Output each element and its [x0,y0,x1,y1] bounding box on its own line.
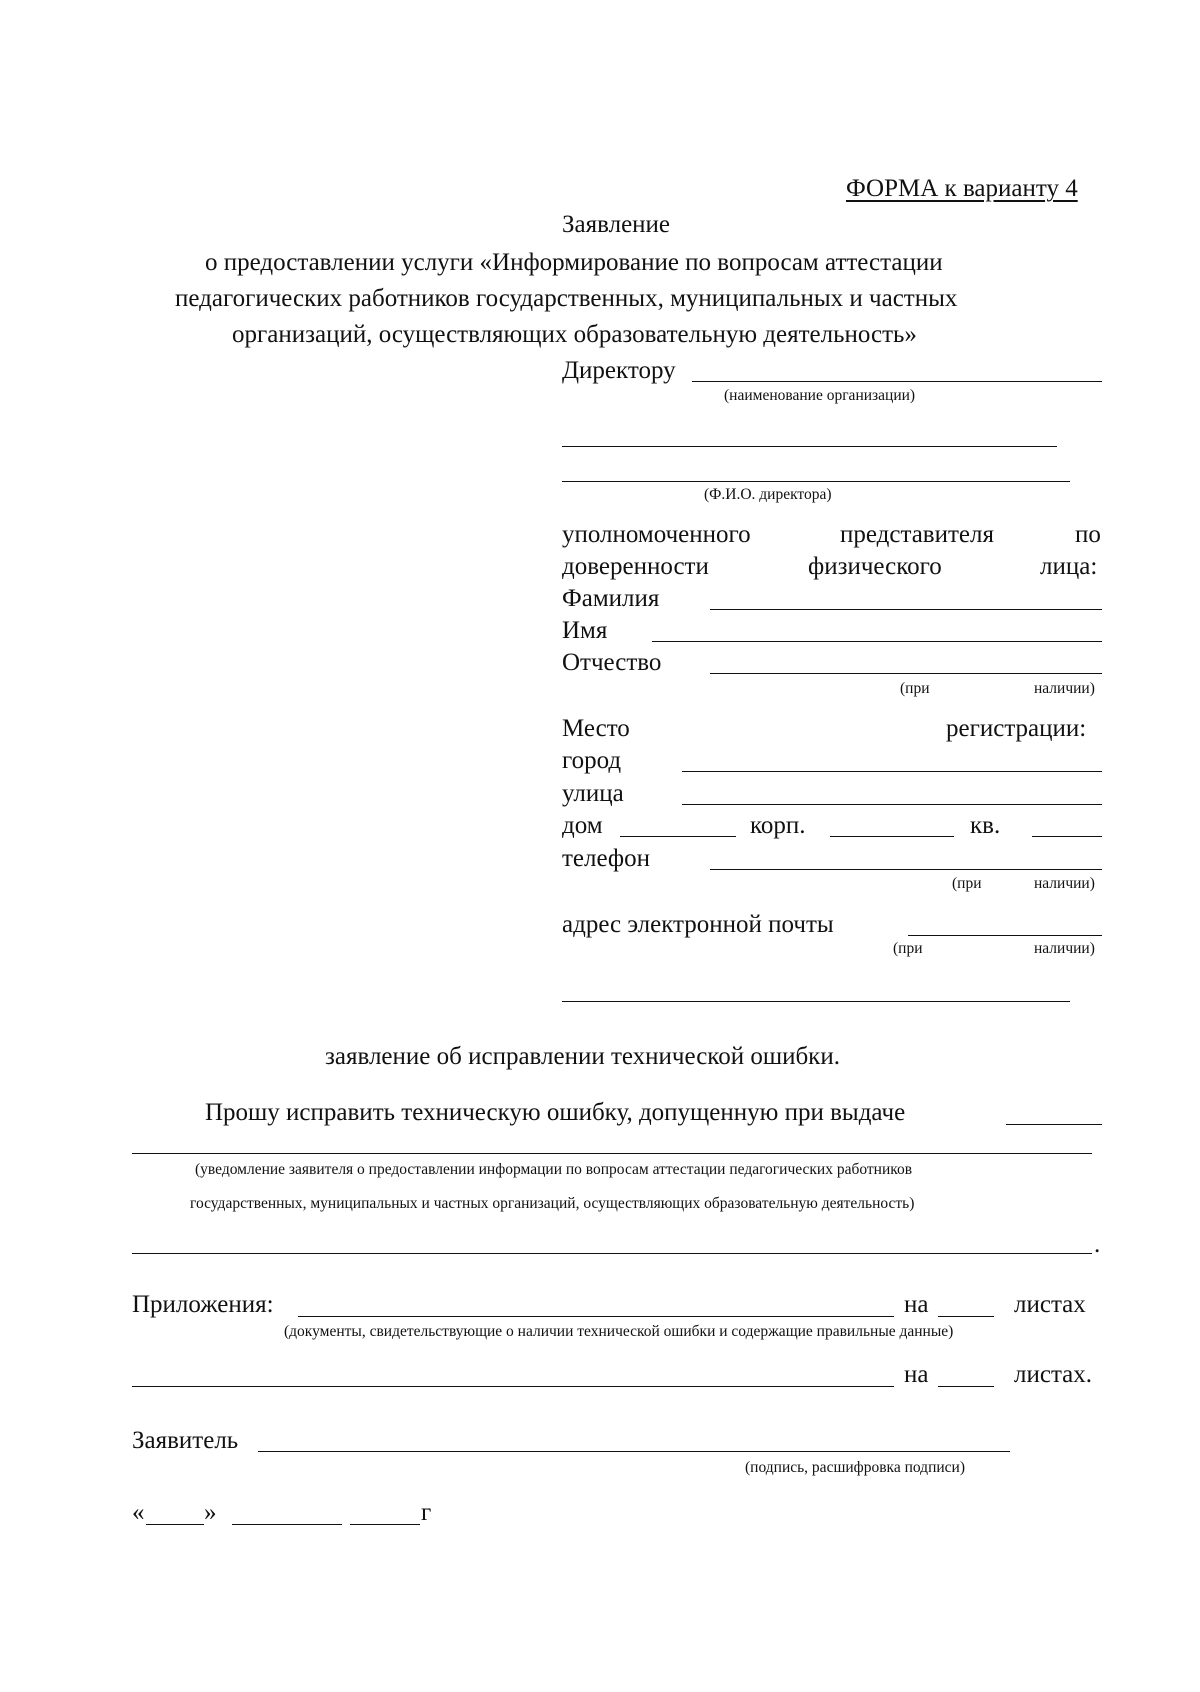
house-label: дом [562,812,603,839]
registration-word-2: регистрации: [946,715,1087,742]
title-line-1: о предоставлении услуги «Информирование по вопросам аттестации [205,249,943,276]
org-name-field[interactable] [692,381,1102,382]
surname-label: Фамилия [562,585,660,612]
email-hint-1: (при [893,940,923,957]
patronymic-field[interactable] [710,673,1102,674]
rep-word-2: представителя [840,521,994,548]
date-year-suffix: г [421,1499,432,1526]
date-year-field[interactable] [350,1524,420,1525]
application-subject: заявление об исправлении технической ошибки. [325,1043,840,1070]
request-field[interactable] [1006,1124,1102,1125]
attachments-sheets-label: листах [1014,1291,1086,1318]
request-field-2[interactable] [132,1153,1092,1154]
attachments-sheets-field[interactable] [938,1316,994,1317]
phone-label: телефон [562,845,650,872]
attachments-sheets-field-2[interactable] [938,1386,994,1387]
rep-word-5: физического [808,553,942,580]
request-field-3[interactable] [132,1253,1092,1254]
signature-field[interactable] [258,1451,1010,1452]
phone-field[interactable] [710,869,1102,870]
signature-hint: (подпись, расшифровка подписи) [745,1459,965,1476]
attachments-on-label: на [904,1291,929,1318]
apartment-label: кв. [970,812,1001,839]
attachments-sheets-label-2: листах. [1014,1361,1093,1388]
attachments-hint: (документы, свидетельствующие о наличии технической ошибки и содержащие правильные данные) [284,1323,954,1340]
phone-hint-2: наличии) [1034,875,1095,892]
phone-hint-1: (при [952,875,982,892]
rep-word-4: доверенности [562,553,709,580]
date-day-field[interactable] [146,1524,204,1525]
patronymic-hint-2: наличии) [1034,680,1095,697]
org-name-field-2[interactable] [562,446,1057,447]
title-line-2: педагогических работников государственных, муниципальных и частных [175,285,958,312]
registration-word-1: Место [562,715,630,742]
form-label: ФОРМА к варианту 4 [846,175,1078,202]
patronymic-label: Отчество [562,649,662,676]
email-field[interactable] [908,935,1102,936]
city-field[interactable] [682,771,1102,772]
email-label: адрес электронной почты [562,911,834,938]
date-open-quote: « [132,1499,145,1526]
apartment-field[interactable] [1032,836,1102,837]
street-field[interactable] [682,804,1102,805]
attachments-field[interactable] [298,1316,894,1317]
org-name-hint: (наименование организации) [724,387,916,404]
attachments-field-2[interactable] [132,1386,894,1387]
attachments-on-label-2: на [904,1361,929,1388]
name-label: Имя [562,617,608,644]
date-close-quote: » [204,1499,217,1526]
request-text: Прошу исправить техническую ошибку, допущенную при выдаче [205,1099,906,1126]
date-month-field[interactable] [232,1524,342,1525]
rep-word-1: уполномоченного [562,521,751,548]
director-name-field[interactable] [562,481,1070,482]
applicant-extra-field[interactable] [562,1001,1070,1002]
name-field[interactable] [652,641,1102,642]
title-line-3: организаций, осуществляющих образовательную деятельность» [232,321,917,348]
request-end-dot: . [1094,1231,1101,1258]
patronymic-hint-1: (при [900,680,930,697]
director-name-hint: (Ф.И.О. директора) [704,486,832,503]
email-hint-2: наличии) [1034,940,1095,957]
house-field[interactable] [620,836,736,837]
building-field[interactable] [830,836,954,837]
document-title: Заявление [562,211,671,238]
city-label: город [562,747,622,774]
surname-field[interactable] [710,609,1102,610]
rep-word-3: по [1075,521,1101,548]
notice-hint-1: (уведомление заявителя о предоставлении информации по вопросам аттестации педагогических работников [195,1161,913,1178]
street-label: улица [562,780,624,807]
addressee-label: Директору [562,357,676,384]
rep-word-6: лица: [1040,553,1098,580]
building-label: корп. [750,812,806,839]
notice-hint-2: государственных, муниципальных и частных организаций, осуществляющих образовательную деятельность) [190,1195,915,1212]
attachments-label: Приложения: [132,1291,274,1318]
signature-label: Заявитель [132,1427,239,1454]
